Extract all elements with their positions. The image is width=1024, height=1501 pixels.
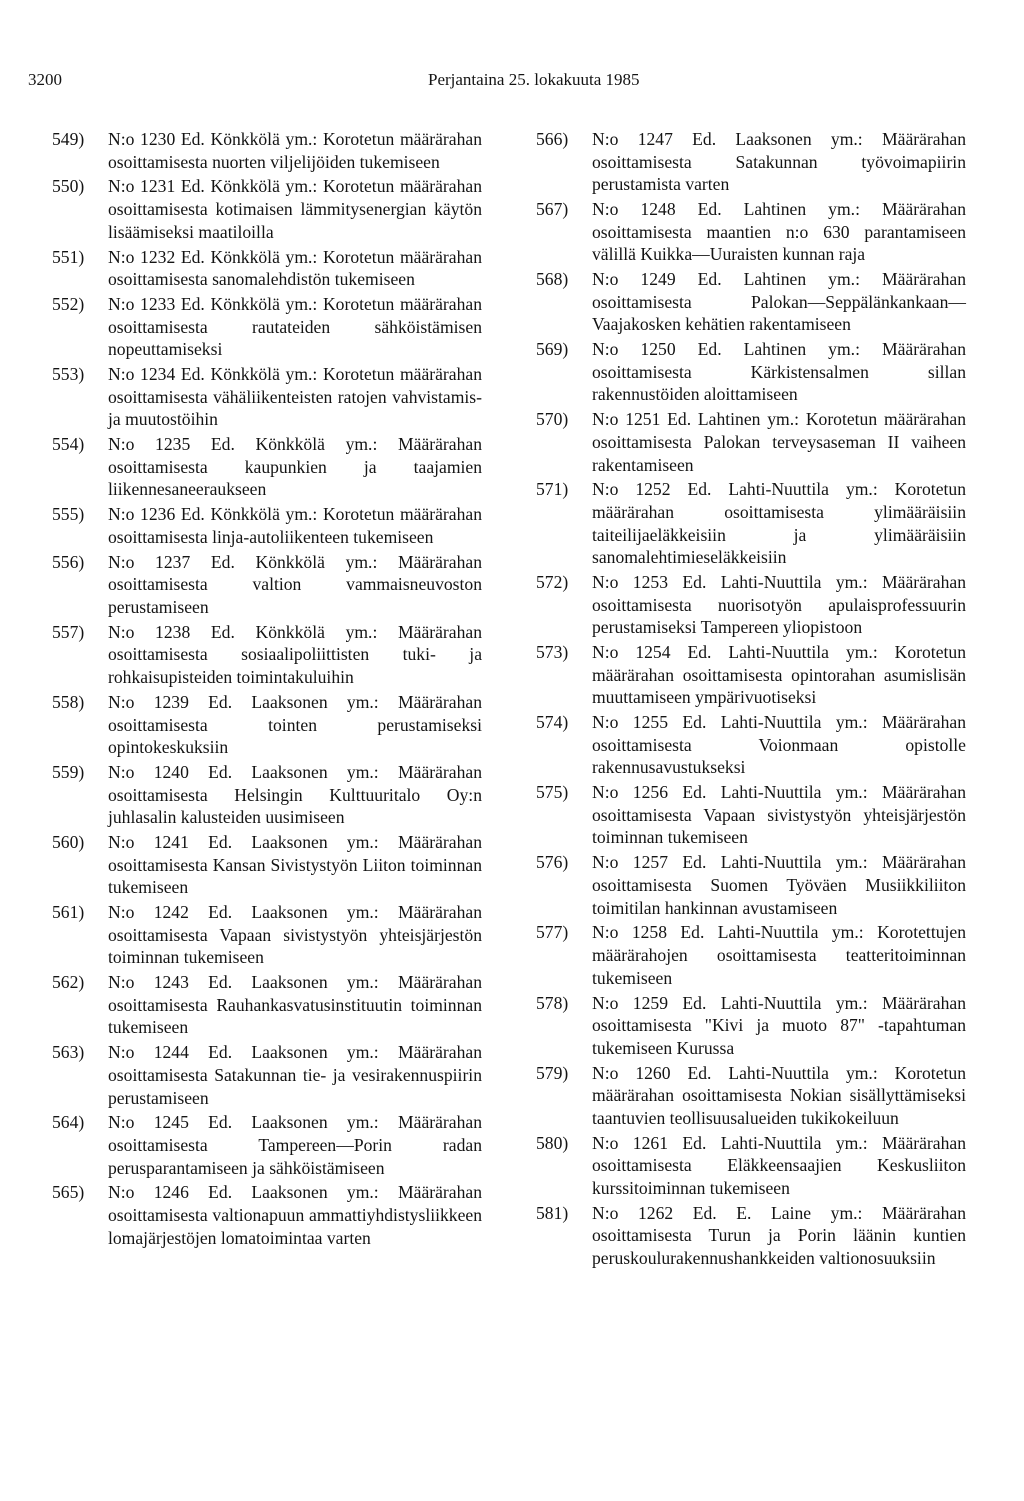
- entry-text: N:o 1249 Ed. Lahtinen ym.: Määrärahan osoittamisesta Palokan—Seppälänkankaan—Vaajakosken kehätien rakentamiseen: [592, 269, 966, 335]
- entry-number: 555): [52, 504, 85, 525]
- entry-text: N:o 1239 Ed. Laaksonen ym.: Määrärahan osoittamisesta tointen perustamiseksi opintokeskuksiin: [108, 691, 482, 758]
- motion-entry: [52, 175, 482, 243]
- entry-text: N:o 1240 Ed. Laaksonen ym.: Määrärahan osoittamisesta Helsingin Kulttuuritalo Oy:n juhlasalin kalusteiden uusimiseen: [108, 762, 482, 828]
- entry-text: N:o 1233 Ed. Könkkölä ym.: Korotetun määrärahan osoittamisesta rautateiden sähköistämisen nopeuttamiseksi: [108, 294, 482, 360]
- motion-entry: [536, 408, 966, 476]
- entry-text: N:o 1248 Ed. Lahtinen ym.: Määrärahan osoittamisesta maantien n:o 630 parantamiseen välillä Kuikka—Uuraisten kunnan raja: [592, 199, 966, 265]
- entry-text: N:o 1259 Ed. Lahti-Nuuttila ym.: Määrärahan osoittamisesta "Kivi ja muoto 87" -tapahtuman tukemiseen Kurussa: [592, 992, 966, 1058]
- motion-entry: [536, 1132, 966, 1200]
- entry-text: N:o 1260 Ed. Lahti-Nuuttila ym.: Korotetun määrärahan osoittamisesta Nokian sisällyttämiseksi taantuvien teollisuusalueiden tukikokeiluun: [592, 1062, 966, 1128]
- motion-entry: [536, 992, 966, 1060]
- motion-entry: [536, 1202, 966, 1270]
- motion-entry: [52, 551, 482, 619]
- right-column: [536, 128, 966, 1272]
- entry-number: 554): [52, 434, 85, 455]
- motion-entry: [52, 971, 482, 1039]
- motion-entry: [536, 338, 966, 406]
- entry-text: N:o 1256 Ed. Lahti-Nuuttila ym.: Määrärahan osoittamisesta Vapaan sivistystyön yhteisjärjestön toiminnan tukemiseen: [592, 782, 966, 848]
- entry-text: N:o 1244 Ed. Laaksonen ym.: Määrärahan osoittamisesta Satakunnan tie- ja vesirakennuspiirin perustamiseen: [108, 1042, 482, 1108]
- entry-number: 567): [536, 199, 569, 220]
- entry-number: 562): [52, 972, 85, 993]
- entry-number: 579): [536, 1062, 569, 1083]
- running-title: Perjantaina 25. lokakuuta 1985: [428, 70, 640, 89]
- motion-entry: [52, 503, 482, 548]
- motion-entry: [52, 831, 482, 899]
- entry-text: N:o 1250 Ed. Lahtinen ym.: Määrärahan osoittamisesta Kärkistensalmen sillan rakennustöiden aloittamiseen: [592, 339, 966, 405]
- entry-number: 549): [52, 129, 85, 149]
- motion-entry: [52, 246, 482, 291]
- entry-number: 569): [536, 339, 569, 360]
- entry-text: N:o 1257 Ed. Lahti-Nuuttila ym.: Määrärahan osoittamisesta Suomen Työväen Musiikkiliiton toimitilan hankinnan avustamiseen: [592, 852, 966, 918]
- entry-number: 571): [536, 479, 569, 500]
- motion-entry: [536, 268, 966, 336]
- entry-number: 564): [52, 1112, 85, 1133]
- motion-entry: [536, 128, 966, 196]
- motion-entry: [52, 1111, 482, 1179]
- entry-number: 556): [52, 551, 85, 572]
- entry-number: 578): [536, 992, 569, 1013]
- entry-number: 552): [52, 294, 85, 315]
- entry-number: 568): [536, 269, 569, 290]
- entry-number: 551): [52, 246, 85, 267]
- motion-entry: [52, 691, 482, 759]
- entry-text: N:o 1255 Ed. Lahti-Nuuttila ym.: Määrärahan osoittamisesta Voionmaan opistolle rakennusavustukseksi: [592, 712, 966, 778]
- entry-text: N:o 1258 Ed. Lahti-Nuuttila ym.: Korotettujen määrärahojen osoittamisesta teatteritoiminnan tukemiseen: [592, 922, 966, 988]
- entry-text: N:o 1251 Ed. Lahtinen ym.: Korotetun määrärahan osoittamisesta Palokan terveysaseman II vaiheen rakentamiseen: [592, 409, 966, 475]
- motion-entry: [52, 621, 482, 689]
- entry-text: N:o 1237 Ed. Könkkölä ym.: Määrärahan osoittamisesta valtion vammaisneuvoston perustamiseen: [108, 551, 482, 617]
- motion-entry: [536, 641, 966, 709]
- entry-text: N:o 1252 Ed. Lahti-Nuuttila ym.: Korotetun määrärahan osoittamisesta ylimääräisiin taiteilijaeläkkeisiin ja ylimääräisiin sanomalehtimieseläkkeisiin: [592, 479, 966, 568]
- entry-text: N:o 1234 Ed. Könkkölä ym.: Korotetun määrärahan osoittamisesta vähäliikenteisten ratojen vahvistamis- ja muutostöihin: [108, 364, 482, 430]
- entry-text: N:o 1230 Ed. Könkkölä ym.: Korotetun määrärahan osoittamisesta nuorten viljelijöiden tukemiseen: [108, 129, 482, 172]
- entry-text: N:o 1247 Ed. Laaksonen ym.: Määrärahan osoittamisesta Satakunnan työvoimapiirin perustamista varten: [592, 129, 966, 195]
- motion-entry: [536, 921, 966, 989]
- entry-number: 550): [52, 176, 85, 197]
- entry-text: N:o 1261 Ed. Lahti-Nuuttila ym.: Määrärahan osoittamisesta Eläkkeensaajien Keskusliiton kurssitoiminnan tukemiseen: [592, 1132, 966, 1198]
- entry-number: 574): [536, 712, 569, 733]
- entry-text: N:o 1245 Ed. Laaksonen ym.: Määrärahan osoittamisesta Tampereen—Porin radan perusparantamiseen ja sähköistämiseen: [108, 1112, 482, 1178]
- entry-number: 576): [536, 852, 569, 873]
- entry-number: 581): [536, 1202, 569, 1223]
- entry-text: N:o 1246 Ed. Laaksonen ym.: Määrärahan osoittamisesta valtionapuun ammattiyhdistysliikkeen lomajärjestöjen lomatoimintaa varten: [108, 1182, 482, 1248]
- entry-number: 580): [536, 1132, 569, 1153]
- entry-text: N:o 1262 Ed. E. Laine ym.: Määrärahan osoittamisesta Turun ja Porin läänin kuntien peruskoulurakennushankkeiden valtionosuuksiin: [592, 1202, 966, 1268]
- page-header: [28, 70, 996, 96]
- entry-text: N:o 1238 Ed. Könkkölä ym.: Määrärahan osoittamisesta sosiaalipoliittisten tuki- ja rohkaisupisteiden toimintakuluihin: [108, 621, 482, 688]
- entry-number: 561): [52, 902, 85, 923]
- entry-number: 553): [52, 364, 85, 385]
- entry-number: 573): [536, 642, 569, 663]
- entry-number: 577): [536, 922, 569, 943]
- entry-number: 566): [536, 129, 569, 149]
- motion-entry: [536, 851, 966, 919]
- entry-text: N:o 1236 Ed. Könkkölä ym.: Korotetun määrärahan osoittamisesta linja-autoliikenteen tukemiseen: [108, 504, 482, 547]
- entry-text: N:o 1243 Ed. Laaksonen ym.: Määrärahan osoittamisesta Rauhankasvatusinstituutin toiminnan tukemiseen: [108, 972, 482, 1038]
- motion-entry: [536, 198, 966, 266]
- entry-number: 557): [52, 621, 85, 642]
- motion-entry: [52, 901, 482, 969]
- motion-entry: [536, 781, 966, 849]
- entry-number: 572): [536, 572, 569, 593]
- entry-text: N:o 1232 Ed. Könkkölä ym.: Korotetun määrärahan osoittamisesta sanomalehdistön tukemiseen: [108, 246, 482, 290]
- entry-text: N:o 1254 Ed. Lahti-Nuuttila ym.: Korotetun määrärahan osoittamisesta opintorahan asumislisän muuttamiseen ympärivuotiseksi: [592, 642, 966, 708]
- motion-entry: [52, 433, 482, 501]
- entry-number: 558): [52, 691, 85, 712]
- left-column: [52, 128, 482, 1252]
- motion-entry: [536, 1062, 966, 1130]
- entry-text: N:o 1242 Ed. Laaksonen ym.: Määrärahan osoittamisesta Vapaan sivistystyön yhteisjärjestön toiminnan tukemiseen: [108, 902, 482, 968]
- entry-number: 563): [52, 1042, 85, 1063]
- entry-number: 559): [52, 762, 85, 782]
- motion-entry: [52, 761, 482, 829]
- entry-number: 575): [536, 782, 569, 803]
- motion-entry: [536, 711, 966, 779]
- entry-number: 565): [52, 1182, 85, 1203]
- entry-text: N:o 1235 Ed. Könkkölä ym.: Määrärahan osoittamisesta kaupunkien ja taajamien liikennesaneeraukseen: [108, 434, 482, 500]
- entry-text: N:o 1241 Ed. Laaksonen ym.: Määrärahan osoittamisesta Kansan Sivistystyön Liiton toiminnan tukemiseen: [108, 832, 482, 898]
- motion-entry: [52, 128, 482, 173]
- motion-entry: [52, 363, 482, 431]
- page-number: 3200: [28, 70, 62, 89]
- entry-number: 560): [52, 832, 85, 853]
- motion-entry: [52, 1181, 482, 1249]
- motion-entry: [536, 571, 966, 639]
- entry-text: N:o 1231 Ed. Könkkölä ym.: Korotetun määrärahan osoittamisesta kotimaisen lämmitysenergian käytön lisäämiseksi maatiloilla: [108, 176, 482, 242]
- motion-entry: [52, 1041, 482, 1109]
- entry-text: N:o 1253 Ed. Lahti-Nuuttila ym.: Määrärahan osoittamisesta nuorisotyön apulaisprofessuurin perustamiseksi Tampereen yliopistoon: [592, 572, 966, 638]
- motion-entry: [536, 478, 966, 568]
- entry-number: 570): [536, 409, 569, 430]
- motion-entry: [52, 293, 482, 361]
